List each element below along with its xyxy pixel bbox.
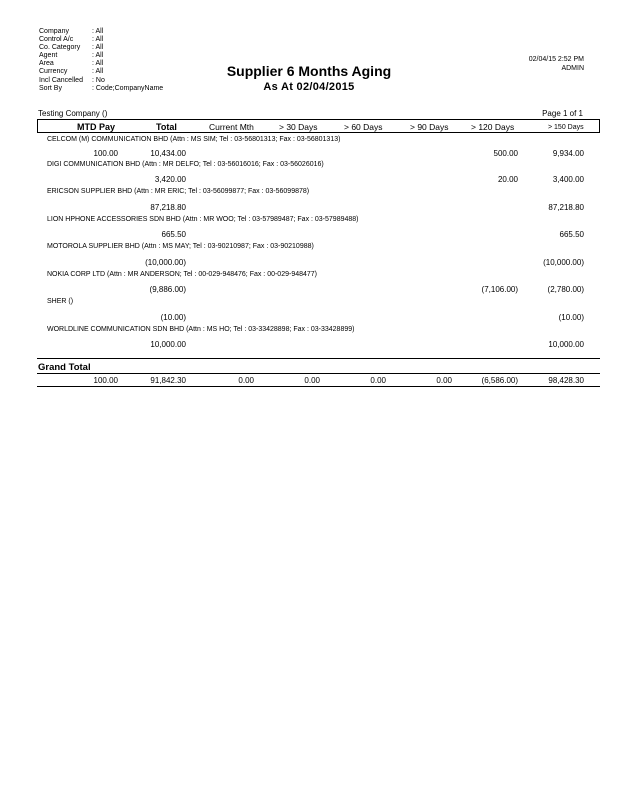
row-150-days: (10,000.00): [543, 258, 584, 267]
filter-value: : All: [92, 52, 104, 60]
grand-total-90-days: 0.00: [436, 376, 452, 385]
grand-total-label: Grand Total: [38, 362, 91, 373]
filter-value: : Code;CompanyName: [92, 84, 164, 92]
row-total: (9,886.00): [149, 285, 186, 294]
report-subtitle: As At 02/04/2015: [263, 81, 355, 93]
supplier-name: ERICSON SUPPLIER BHD (Attn : MR ERIC; Tel : 03-56099877; Fax : 03-56099878): [47, 188, 310, 195]
grand-total-60-days: 0.00: [370, 376, 386, 385]
report-user: ADMIN: [561, 65, 584, 72]
row-150-days: 3,400.00: [552, 175, 584, 184]
grand-total-top-rule: [37, 358, 600, 359]
report-datetime: 02/04/15 2:52 PM: [528, 56, 584, 63]
col-150-days: > 150 Days: [548, 124, 584, 131]
row-120-days: 500.00: [493, 149, 518, 158]
row-120-days: (7,106.00): [481, 285, 518, 294]
filter-label: Currency: [39, 68, 68, 76]
filter-label: Area: [39, 60, 54, 68]
row-total: 10,434.00: [150, 149, 186, 158]
supplier-name: WORLDLINE COMMUNICATION SDN BHD (Attn : MS HO; Tel : 03-33428898; Fax : 03-33428899): [47, 326, 355, 333]
supplier-name: SHER (): [47, 298, 74, 305]
supplier-name: NOKIA CORP LTD (Attn : MR ANDERSON; Tel : 00-029-948476; Fax : 00-029-948477): [47, 271, 318, 278]
col-90-days: > 90 Days: [410, 122, 449, 132]
col-mtd-pay: MTD Pay: [77, 122, 116, 132]
row-total: 665.50: [161, 230, 186, 239]
filter-label: Co. Category: [39, 44, 81, 52]
row-total: (10.00): [160, 313, 186, 322]
col-current-mth: Current Mth: [209, 122, 254, 132]
supplier-name: MOTOROLA SUPPLIER BHD (Attn : MS MAY; Tel : 03-90210987; Fax : 03-90210988): [47, 243, 314, 250]
supplier-name: DIGI COMMUNICATION BHD (Attn : MR DELFO; Tel : 03-56016016; Fax : 03-56026016): [47, 161, 324, 168]
page-number: Page 1 of 1: [542, 109, 583, 118]
col-120-days: > 120 Days: [471, 122, 515, 132]
grand-total-current: 0.00: [238, 376, 254, 385]
row-total: 10,000.00: [150, 340, 186, 349]
row-total: 3,420.00: [154, 175, 186, 184]
row-150-days: (10.00): [558, 313, 584, 322]
filter-label: Incl Cancelled: [39, 76, 83, 84]
filter-row: [39, 44, 163, 52]
filter-row: [39, 28, 163, 36]
row-150-days: 9,934.00: [552, 149, 584, 158]
company-name: Testing Company (): [38, 109, 108, 118]
report-title: Supplier 6 Months Aging: [226, 63, 392, 79]
row-total: (10,000.00): [145, 258, 186, 267]
filter-row: [39, 52, 163, 60]
supplier-name: LION HPHONE ACCESSORIES SDN BHD (Attn : MR WOO; Tel : 03-57989487; Fax : 03-57989488): [47, 216, 359, 223]
col-60-days: > 60 Days: [344, 122, 383, 132]
filter-label: Company: [39, 28, 69, 35]
grand-total-150-days: 98,428.30: [548, 376, 584, 385]
row-150-days: 665.50: [559, 230, 584, 239]
row-mtd-pay: 100.00: [93, 149, 118, 158]
col-30-days: > 30 Days: [279, 122, 318, 132]
supplier-name: CELCOM (M) COMMUNICATION BHD (Attn : MS SIM; Tel : 03-56801313; Fax : 03-56801313): [47, 136, 341, 143]
filter-label: Sort By: [39, 84, 62, 92]
row-150-days: 87,218.80: [548, 203, 584, 212]
filter-row: [39, 36, 163, 44]
grand-total-30-days: 0.00: [304, 376, 320, 385]
grand-total-mtd-pay: 100.00: [93, 376, 118, 385]
filter-value: : All: [92, 60, 104, 68]
filter-value: : All: [92, 68, 104, 76]
column-header-bar: [37, 119, 600, 133]
grand-total-120-days: (6,586.00): [481, 376, 518, 385]
filter-label: Control A/c: [39, 36, 74, 44]
filter-label: Agent: [39, 52, 58, 60]
grand-total-bottom-rule: [37, 386, 600, 387]
row-150-days: 10,000.00: [548, 340, 584, 349]
grand-total-mid-rule: [37, 373, 600, 374]
filter-value: : No: [92, 76, 105, 84]
filter-value: : All: [92, 44, 104, 52]
filter-value: : All: [92, 36, 104, 44]
grand-total-total: 91,842.30: [150, 376, 186, 385]
filter-value: : All: [92, 28, 104, 35]
col-total: Total: [156, 122, 177, 132]
row-120-days: 20.00: [497, 175, 518, 184]
row-150-days: (2,780.00): [547, 285, 584, 294]
row-total: 87,218.80: [150, 203, 186, 212]
